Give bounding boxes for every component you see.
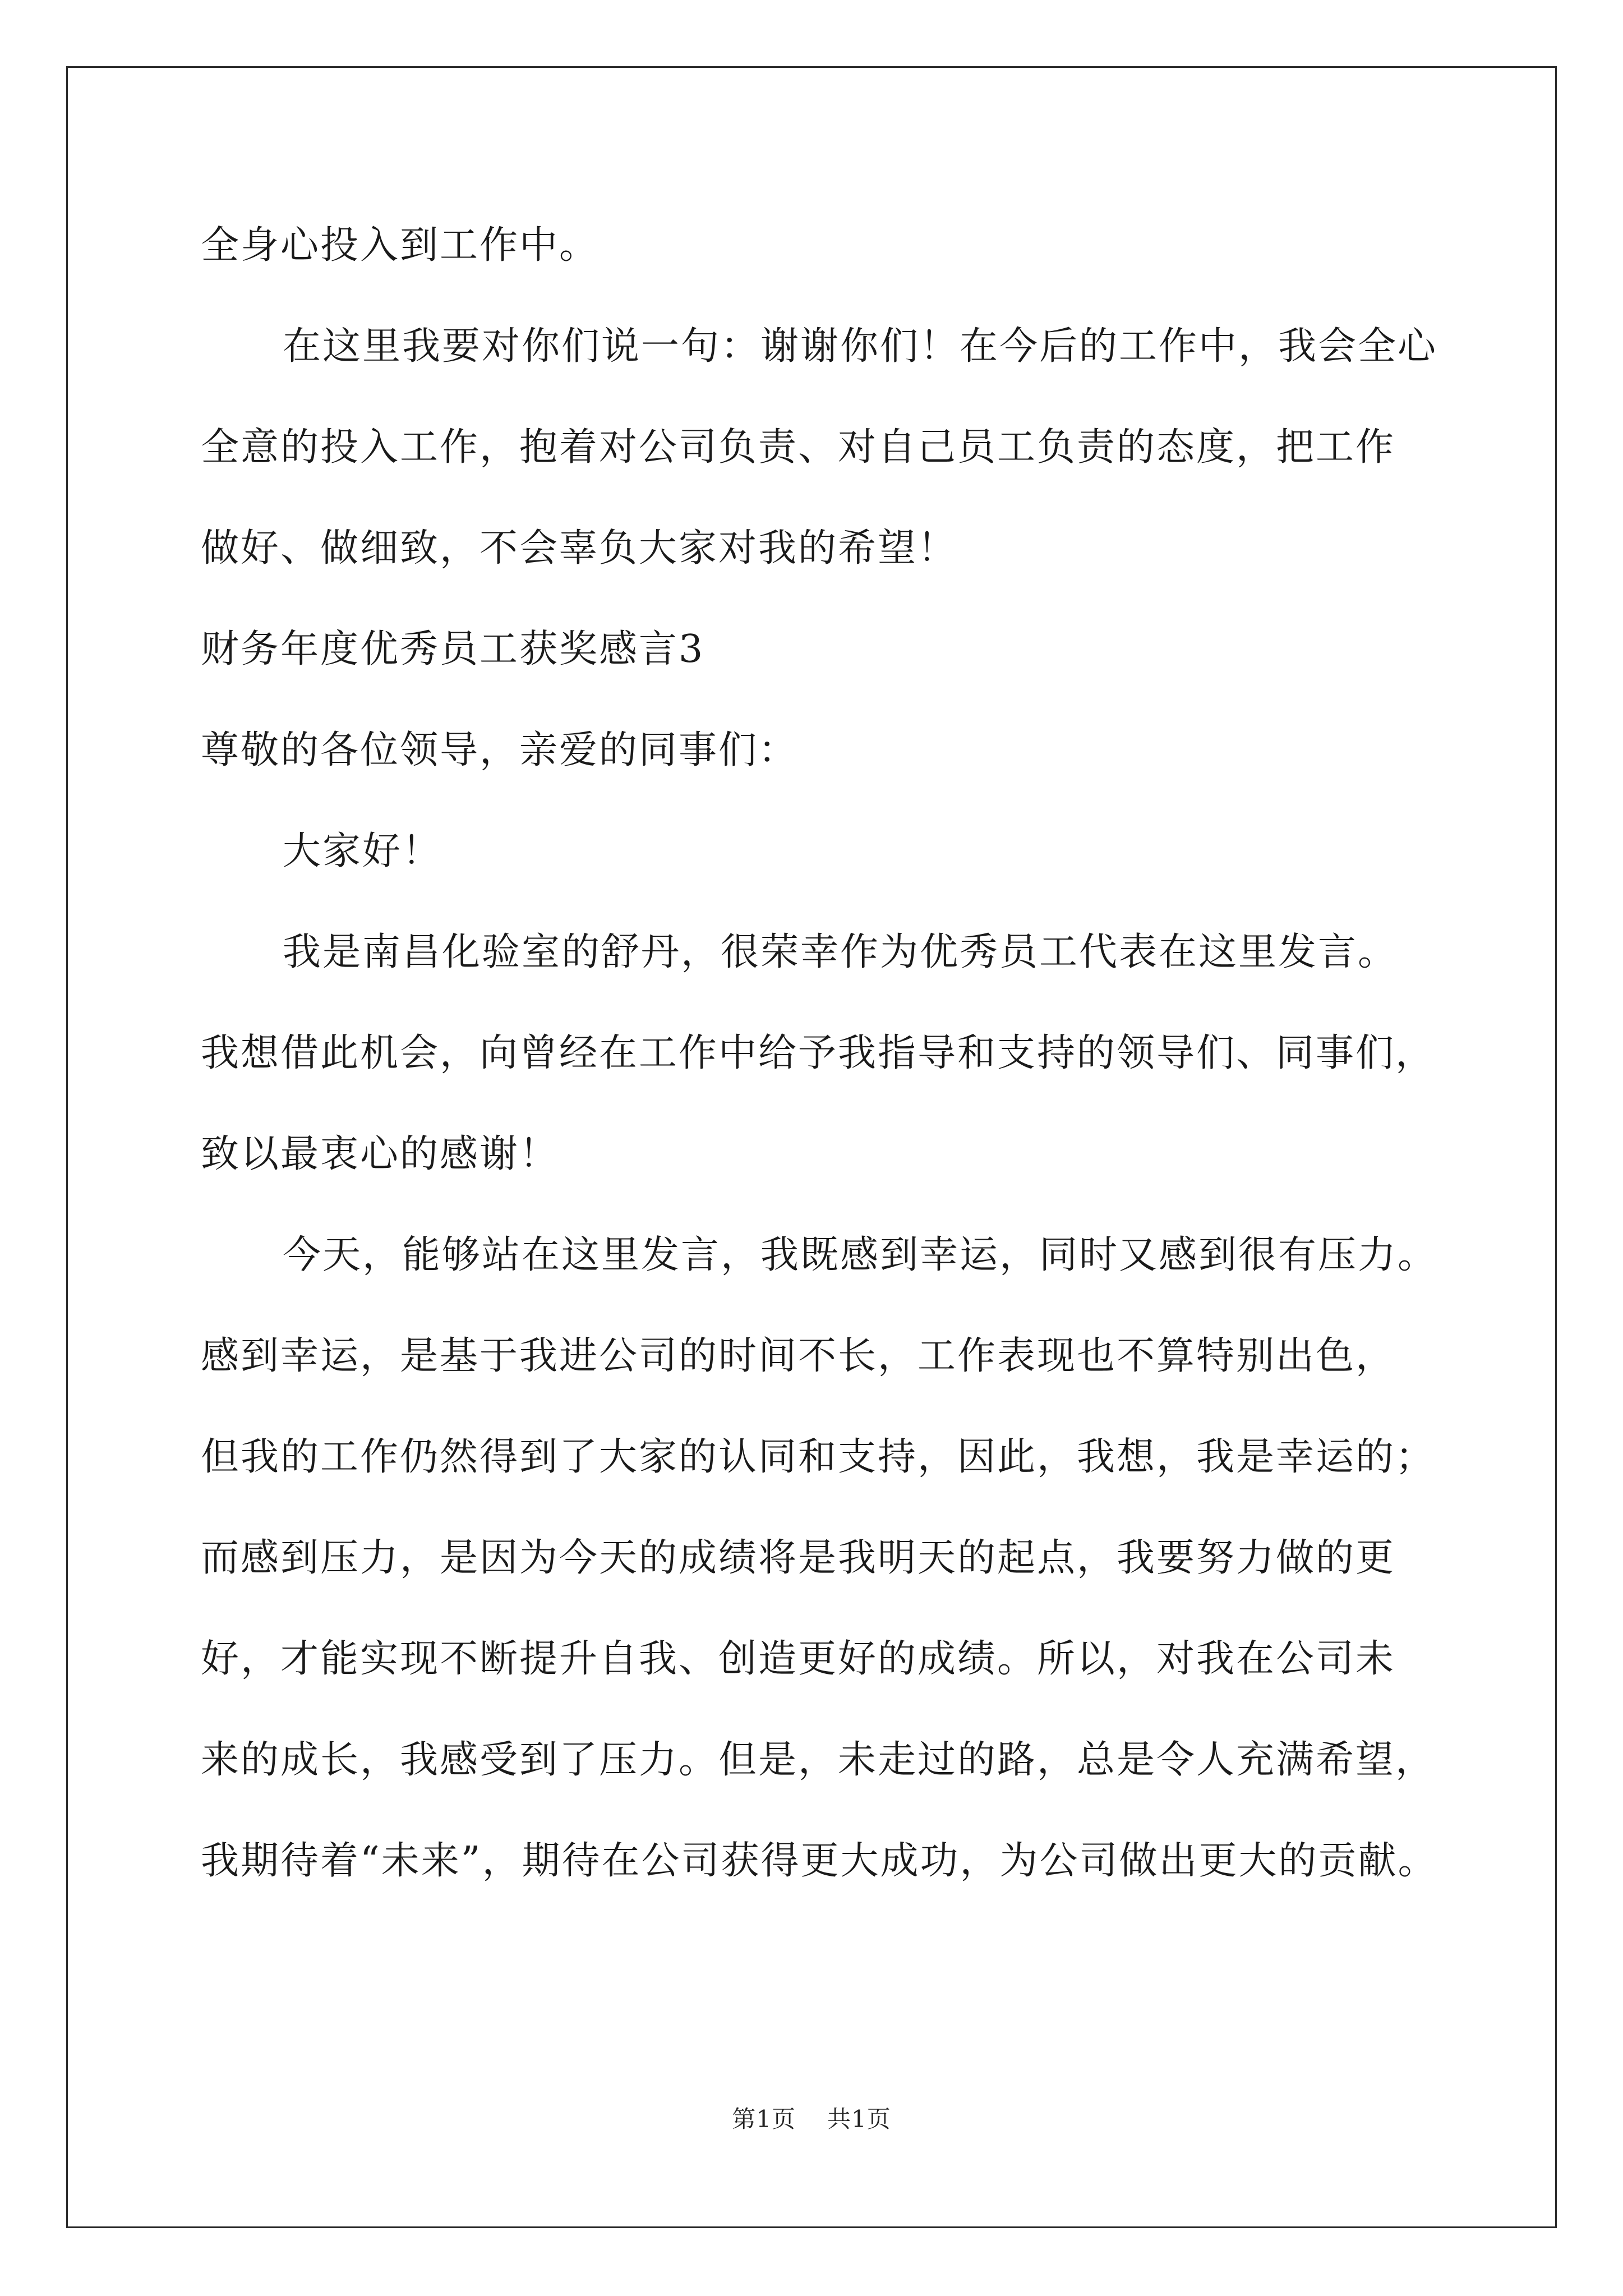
text-line: 来的成长，我感受到了压力。但是，未走过的路，总是令人充满希望， — [201, 1738, 1436, 1782]
greeting: 大家好！ — [283, 829, 442, 873]
text-line: 而感到压力，是因为今天的成绩将是我明天的起点，我要努力做的更 — [201, 1536, 1396, 1580]
document-body — [201, 218, 1438, 1934]
page-number: 第1页 — [732, 2105, 796, 2133]
text-line: 感到幸运，是基于我进公司的时间不长，工作表现也不算特别出色， — [201, 1334, 1396, 1378]
text-line: 致以最衷心的感谢！ — [201, 1132, 560, 1176]
text-line: 我是南昌化验室的舒丹，很荣幸作为优秀员工代表在这里发言。 — [283, 930, 1398, 974]
text-line: 全意的投入工作，抱着对公司负责、对自己员工负责的态度，把工作 — [201, 425, 1396, 470]
text-line: 全身心投入到工作中。 — [201, 223, 600, 268]
page-footer — [0, 2101, 1623, 2134]
text-line: 今天，能够站在这里发言，我既感到幸运，同时又感到很有压力。 — [283, 1233, 1438, 1277]
text-line: 但我的工作仍然得到了大家的认同和支持，因此，我想，我是幸运的； — [201, 1435, 1436, 1479]
text-line: 我想借此机会，向曾经在工作中给予我指导和支持的领导们、同事们， — [201, 1031, 1436, 1075]
text-line: 我期待着“未来”，期待在公司获得更大成功，为公司做出更大的贡献。 — [201, 1839, 1438, 1883]
text-line: 做好、做细致，不会辜负大家对我的希望！ — [201, 526, 958, 570]
text-line: 好，才能实现不断提升自我、创造更好的成绩。所以，对我在公司未 — [201, 1637, 1396, 1681]
page-total: 共1页 — [827, 2105, 891, 2133]
text-line: 在这里我要对你们说一句：谢谢你们！在今后的工作中，我会全心 — [283, 324, 1438, 369]
section-heading: 财务年度优秀员工获奖感言3 — [201, 627, 705, 671]
salutation: 尊敬的各位领导，亲爱的同事们： — [201, 728, 799, 772]
